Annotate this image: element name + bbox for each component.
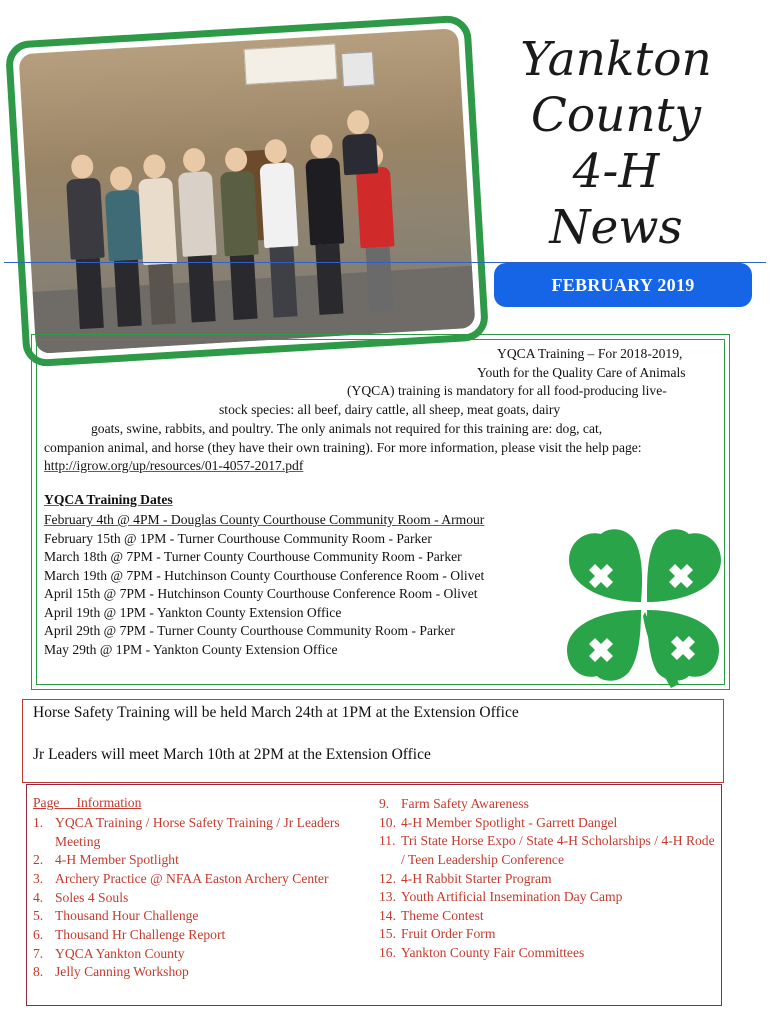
toc-item-number: 4. [33,890,44,905]
toc-item[interactable] [33,870,378,889]
toc-item[interactable] [33,814,378,851]
toc-item-number: 14. [379,908,396,923]
training-date-row: May 29th @ 1PM - Yankton County Extension Office [44,642,338,657]
toc-item[interactable] [379,907,715,926]
announcement-line: Horse Safety Training will be held March 24th at 1PM at the Extension Office [33,704,519,721]
yqca-intro-line: goats, swine, rabbits, and poultry. The only animals not required for this training are: dog, cat, [91,421,603,436]
help-link-line [44,456,303,475]
toc-item[interactable] [33,963,378,982]
masthead-line: News [549,200,683,255]
toc-item-text: Farm Safety Awareness [401,796,529,811]
toc-item[interactable] [379,795,715,814]
toc-item-text: Jelly Canning Workshop [55,964,189,979]
toc-item-text: Fruit Order Form [401,926,496,941]
yqca-intro-line: companion animal, and horse (they have their own training). For more information, please visit the help page: [44,440,642,455]
masthead-title [492,32,740,256]
yqca-intro-line: Youth for the Quality Care of Animals [477,365,686,380]
toc-item-number: 5. [33,908,44,923]
toc-item-text: Theme Contest [401,908,484,923]
training-date-row: February 4th @ 4PM - Douglas County Courthouse Community Room - Armour [44,512,485,527]
toc-item[interactable] [379,832,715,869]
toc-item-text: Yankton County Fair Committees [401,945,585,960]
toc-item-number: 11. [379,833,396,848]
toc-item[interactable] [379,814,715,833]
training-dates-heading: YQCA Training Dates [44,492,173,507]
training-date-row: April 19th @ 1PM - Yankton County Extension Office [44,605,342,620]
toc-item-text: Thousand Hr Challenge Report [55,927,226,942]
training-date-row: April 15th @ 7PM - Hutchinson County Courthouse Conference Room - Olivet [44,586,478,601]
toc-header-page: Page [33,795,60,810]
masthead-line: Yankton [520,32,712,87]
toc-item-text: 4-H Member Spotlight - Garrett Dangel [401,815,618,830]
toc-item-number: 8. [33,964,44,979]
toc-item-text: YQCA Training / Horse Safety Training / Jr Leaders Meeting [55,815,340,849]
help-page-link[interactable]: http://igrow.org/up/resources/01-4057-2017.pdf [44,458,304,473]
announcement-line: Jr Leaders will meet March 10th at 2PM at the Extension Office [33,746,431,763]
yqca-intro-line: (YQCA) training is mandatory for all food-producing live- [347,383,667,398]
toc-item-text: 4-H Rabbit Starter Program [401,871,552,886]
toc-item-number: 13. [379,889,396,904]
toc-item[interactable] [33,851,378,870]
toc-item-text: Thousand Hour Challenge [55,908,199,923]
masthead-line: County [530,88,702,143]
toc-item-number: 10. [379,815,396,830]
toc-item[interactable] [33,889,378,908]
group-photo-frame [5,14,490,367]
table-of-contents [26,784,722,1006]
issue-date-badge: FEBRUARY 2019 [494,263,752,307]
toc-item[interactable] [33,945,378,964]
toc-item[interactable] [33,926,378,945]
four-h-clover-logo [563,526,723,688]
toc-item-text: Archery Practice @ NFAA Easton Archery Center [55,871,329,886]
toc-header-info: Information [76,795,142,810]
toc-item[interactable] [379,925,715,944]
training-date-row: February 15th @ 1PM - Turner Courthouse Community Room - Parker [44,531,432,546]
yqca-intro-line: stock species: all beef, dairy cattle, all sheep, meat goats, dairy [219,402,561,417]
toc-item[interactable] [379,888,715,907]
toc-item-text: Tri State Horse Expo / State 4-H Scholarships / 4-H Rode / Teen Leadership Conference [401,833,715,867]
training-date-row: April 29th @ 7PM - Turner County Courthouse Community Room - Parker [44,623,455,638]
masthead-line: 4-H [572,144,660,199]
toc-item-number: 2. [33,852,44,867]
toc-item[interactable] [379,944,715,963]
toc-item-text: Youth Artificial Insemination Day Camp [401,889,623,904]
toc-item-number: 15. [379,926,396,941]
toc-item-text: 4-H Member Spotlight [55,852,179,867]
wall-sign [244,43,338,84]
toc-item-number: 9. [379,796,390,811]
toc-item-number: 1. [33,815,44,830]
toc-item-text: YQCA Yankton County [55,946,185,961]
toc-item-number: 16. [379,945,396,960]
yqca-intro-line: YQCA Training – For 2018-2019, [497,346,683,361]
announcements-box [22,699,724,783]
group-photo [18,28,475,354]
air-conditioner [341,51,375,87]
toc-item-number: 7. [33,946,44,961]
toc-item-number: 3. [33,871,44,886]
toc-item[interactable] [379,870,715,889]
toc-item-number: 12. [379,871,396,886]
toc-item-text: Soles 4 Souls [55,890,129,905]
person-figure [340,109,378,175]
toc-item[interactable] [33,907,378,926]
training-date-row: March 19th @ 7PM - Hutchinson County Courthouse Conference Room - Olivet [44,568,485,583]
toc-item-number: 6. [33,927,44,942]
toc-header [33,795,141,811]
training-date-row: March 18th @ 7PM - Turner County Courthouse Community Room - Parker [44,549,462,564]
